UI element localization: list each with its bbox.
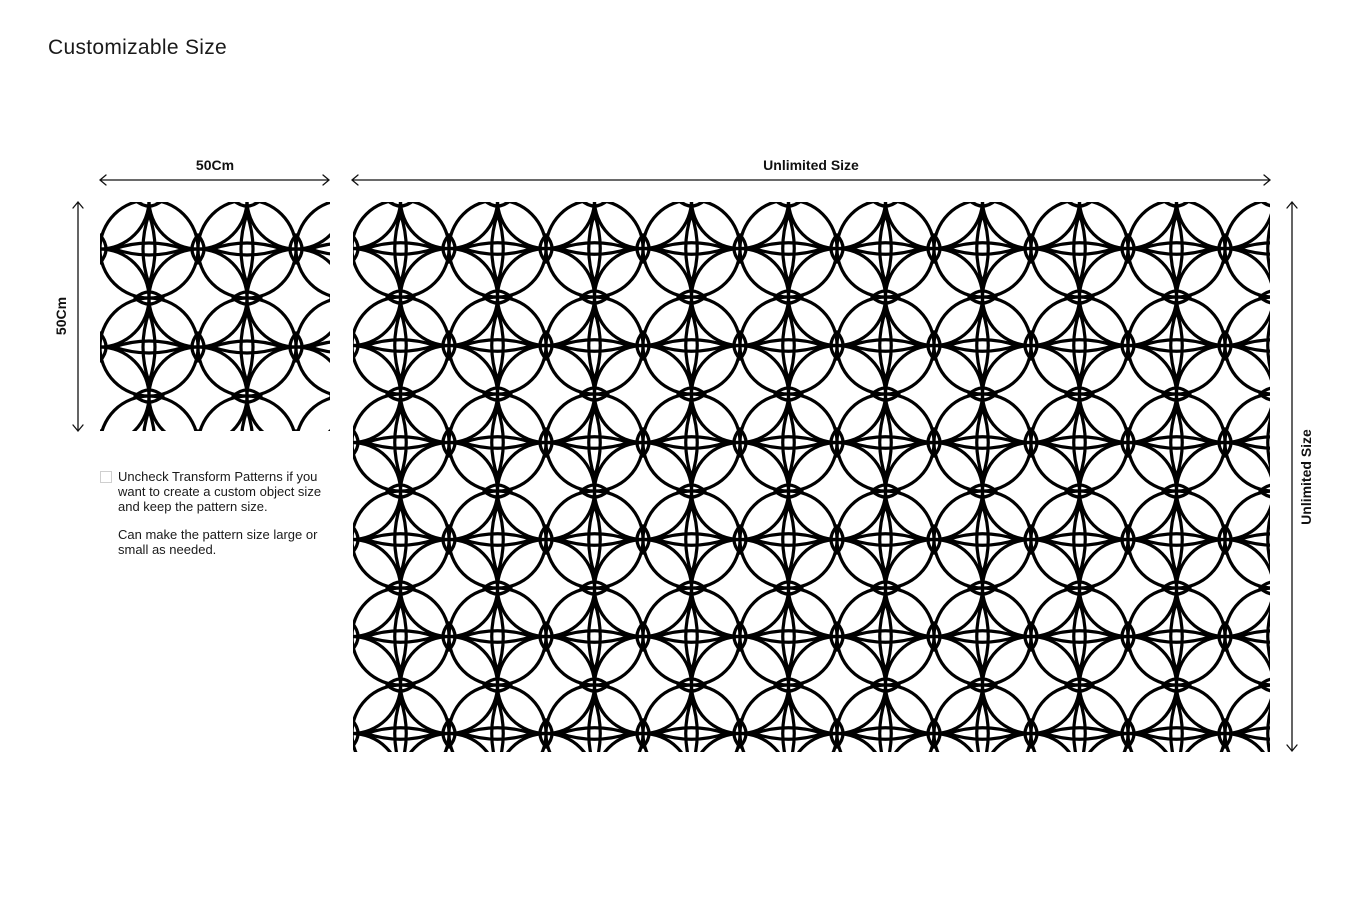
small-height-label: 50Cm bbox=[53, 296, 69, 336]
page-title: Customizable Size bbox=[48, 36, 228, 59]
large-width-arrow-icon bbox=[352, 175, 1270, 185]
pattern-small-svg bbox=[100, 202, 330, 431]
small-width-label: 50Cm bbox=[195, 157, 235, 173]
large-height-arrow-icon bbox=[1287, 202, 1297, 751]
transform-patterns-checkbox[interactable] bbox=[100, 471, 112, 483]
pattern-swatch-large bbox=[353, 202, 1270, 752]
pattern-large-svg bbox=[353, 202, 1270, 752]
small-height-arrow-icon bbox=[73, 202, 83, 431]
large-height-label: Unlimited Size bbox=[1298, 429, 1314, 525]
pattern-swatch-small bbox=[100, 202, 330, 431]
note-paragraph-2: Can make the pattern size large or small as needed. bbox=[118, 527, 318, 557]
transform-patterns-note bbox=[100, 469, 340, 570]
large-width-label: Unlimited Size bbox=[763, 157, 859, 173]
small-width-arrow-icon bbox=[100, 175, 329, 185]
note-paragraph-1: Uncheck Transform Patterns if you want to create a custom object size and keep the pattern size. bbox=[118, 469, 322, 514]
